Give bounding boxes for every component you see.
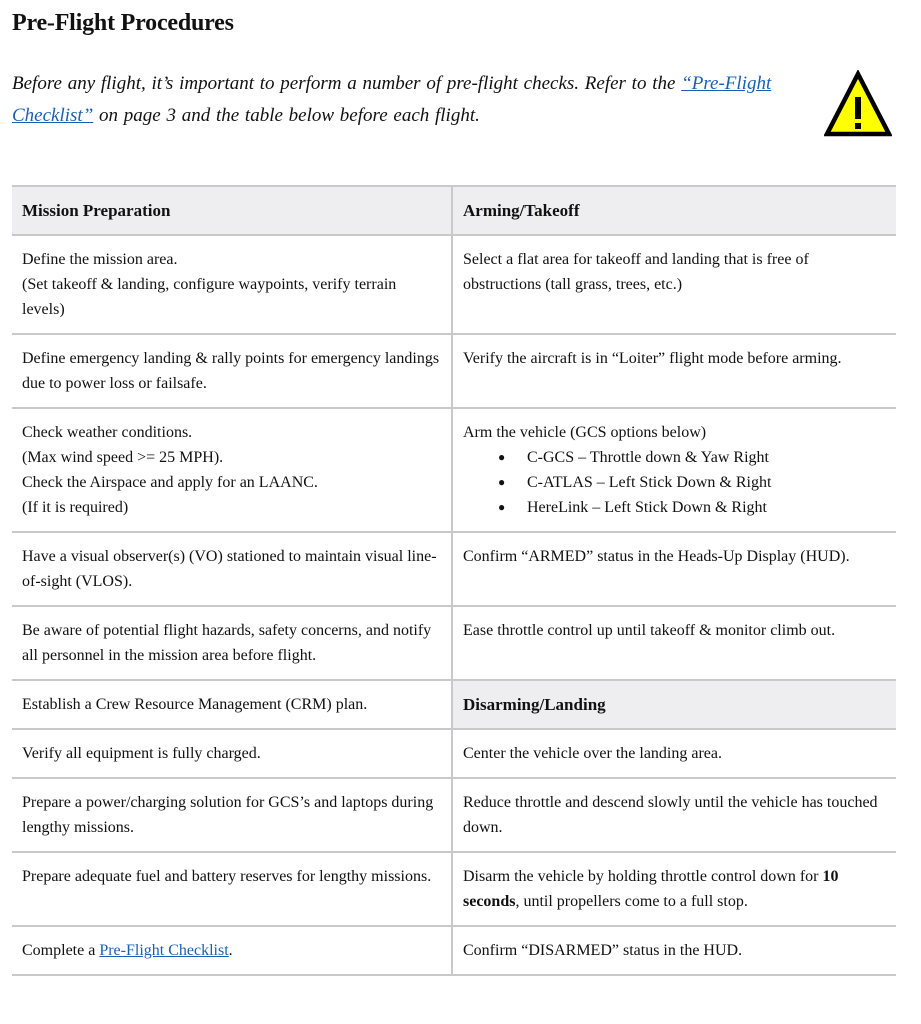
table-row (12, 408, 896, 532)
disarm-duration: 10 seconds (463, 868, 839, 910)
mission-cell (12, 606, 452, 680)
cell-line: Define the mission area. (22, 251, 178, 268)
cell-line: (Max wind speed >= 25 MPH). (22, 449, 224, 466)
table-row (12, 235, 896, 334)
cell-line: Select a flat area for takeoff and landing that is free of obstructions (tall grass, trees, etc.) (463, 251, 809, 293)
cell-line: Verify the aircraft is in “Loiter” flight mode before arming. (463, 350, 842, 367)
table-row (12, 680, 896, 729)
cell-line: (If it is required) (22, 499, 129, 516)
cell-line: (Set takeoff & landing, configure waypoints, verify terrain levels) (22, 276, 397, 318)
intro-paragraph (12, 68, 802, 132)
table-row (12, 606, 896, 680)
cell-line: Arm the vehicle (GCS options below) (463, 424, 707, 441)
table-row (12, 926, 896, 975)
arming-cell (452, 334, 896, 408)
cell-line: Ease throttle control up until takeoff & monitor climb out. (463, 622, 836, 639)
warning-triangle-icon (824, 70, 892, 138)
list-item: ● HereLink – Left Stick Down & Right (527, 495, 886, 520)
arming-cell (452, 606, 896, 680)
column-header-mission-preparation: Mission Preparation (12, 186, 452, 235)
disarming-cell (452, 729, 896, 778)
cell-text: . (228, 942, 233, 959)
cell-line: Define emergency landing & rally points for emergency landings due to power loss or failsafe. (22, 350, 440, 392)
cell-line: Reduce throttle and descend slowly until the vehicle has touched down. (463, 794, 878, 836)
table-row (12, 729, 896, 778)
cell-line: Have a visual observer(s) (VO) stationed to maintain visual line-of-sight (VLOS). (22, 548, 437, 590)
table-row (12, 778, 896, 852)
table-row (12, 334, 896, 408)
mission-cell (12, 852, 452, 926)
column-header-disarming-landing: Disarming/Landing (452, 680, 896, 729)
list-item: ● C-GCS – Throttle down & Yaw Right (527, 445, 886, 470)
gcs-options-list (463, 445, 886, 520)
arming-cell (452, 408, 896, 532)
preflight-checklist-link[interactable]: “Pre-Flight Checklist” (12, 73, 772, 126)
intro-text-before: Before any flight, it’s important to perform a number of pre-flight checks. Refer to the (12, 73, 682, 94)
cell-line: Prepare a power/charging solution for GCS’s and laptops during lengthy missions. (22, 794, 434, 836)
mission-cell (12, 680, 452, 729)
cell-line: Establish a Crew Resource Management (CRM) plan. (22, 696, 368, 713)
page-title: Pre-Flight Procedures (12, 10, 234, 36)
table-header-row (12, 186, 896, 235)
cell-line: Center the vehicle over the landing area. (463, 745, 722, 762)
cell-line: Check weather conditions. (22, 424, 193, 441)
disarming-cell (452, 926, 896, 975)
table-row (12, 532, 896, 606)
preflight-checklist-table-link[interactable]: Pre-Flight Checklist (99, 942, 229, 959)
table-row (12, 852, 896, 926)
disarming-cell (452, 852, 896, 926)
arming-cell (452, 235, 896, 334)
preflight-procedures-table (12, 185, 896, 976)
cell-line: Check the Airspace and apply for an LAANC. (22, 474, 318, 491)
mission-cell (12, 408, 452, 532)
disarming-cell (452, 778, 896, 852)
mission-cell (12, 926, 452, 975)
cell-line: Confirm “DISARMED” status in the HUD. (463, 942, 743, 959)
cell-line: Be aware of potential flight hazards, safety concerns, and notify all personnel in the mission area before flight. (22, 622, 432, 664)
mission-cell (12, 729, 452, 778)
cell-line: Prepare adequate fuel and battery reserves for lengthy missions. (22, 868, 432, 885)
mission-cell (12, 532, 452, 606)
mission-cell (12, 778, 452, 852)
cell-line: Verify all equipment is fully charged. (22, 745, 261, 762)
column-header-arming-takeoff: Arming/Takeoff (452, 186, 896, 235)
cell-text: , until propellers come to a full stop. (515, 893, 748, 910)
arming-cell (452, 532, 896, 606)
mission-cell (12, 334, 452, 408)
cell-text: Disarm the vehicle by holding throttle control down for (463, 868, 823, 885)
intro-text-after: on page 3 and the table below before each flight. (93, 105, 480, 126)
mission-cell (12, 235, 452, 334)
cell-line: Confirm “ARMED” status in the Heads-Up Display (HUD). (463, 548, 850, 565)
list-item: ● C-ATLAS – Left Stick Down & Right (527, 470, 886, 495)
cell-text: Complete a (22, 942, 100, 959)
